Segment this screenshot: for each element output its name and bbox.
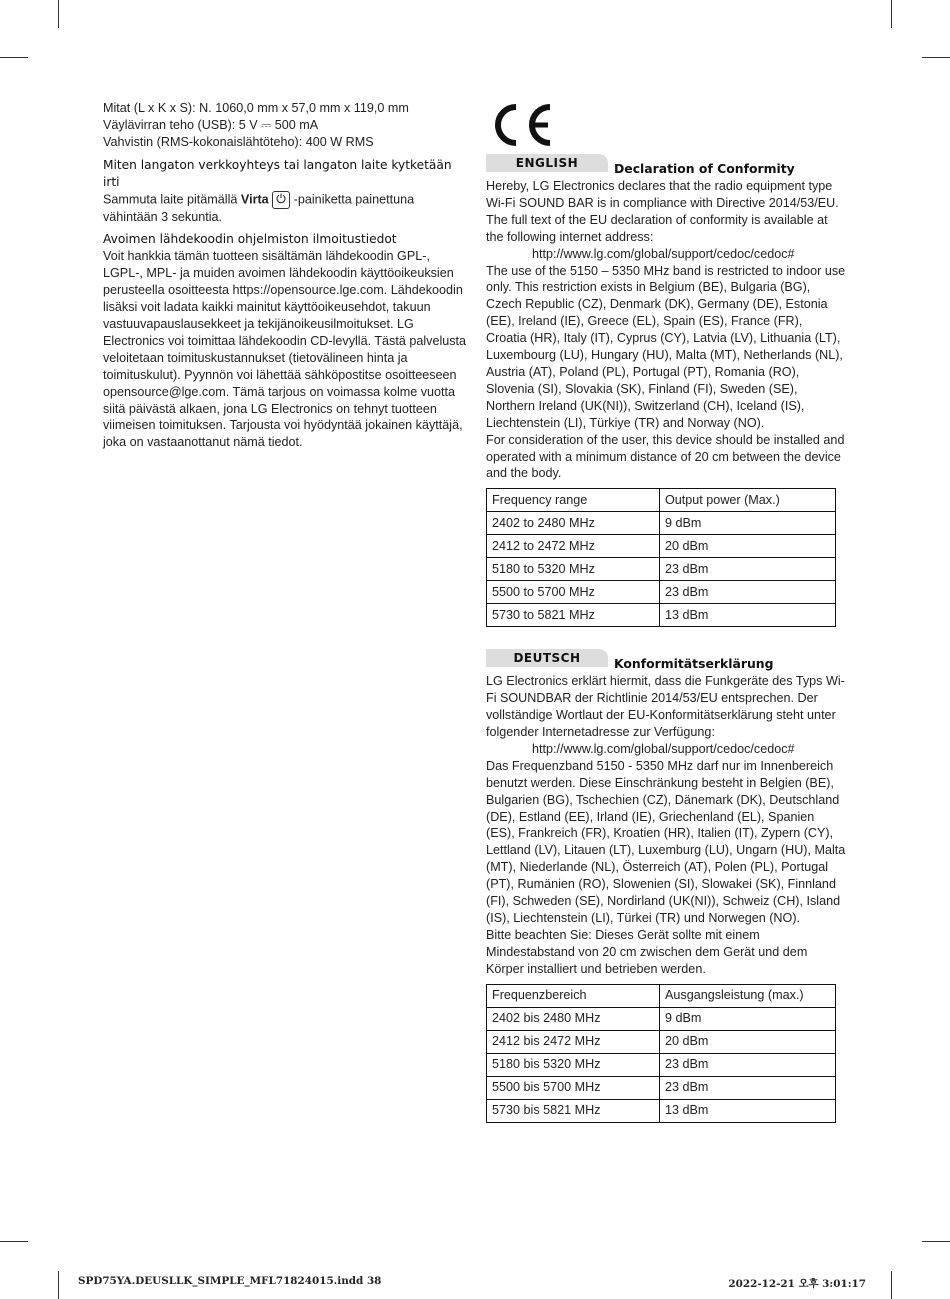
open-source-text: Voit hankkia tämän tuotteen sisältämän lähdekoodin GPL-, LGPL-, MPL- ja muiden avoimen lähdekoodin käyttöoikeuksien perusteella osoitteesta https://opensource.lge.com. Lähdekoodin lisäksi voit ladata kaikki mainitut käyttöoikeusehdot, takuun vastuuvapauslausekkeet ja tekijänoikeusilmoitukset. LG Electronics voi toimittaa lähdekoodin CD-levyllä. Tästä palvelusta veloitetaan toimituskustannukset (tietovälineen hinta ja toimituskulut). Pyynnön voi lähettää sähköpostitse osoitteeseen opensource@lge.com. Tämä tarjous on voimassa kolme vuotta siitä päivästä alkaen, jona LG Electronics on tehnyt tuotteen viimeisen toimituksen. Tarjousta voi hyödyntää jokainen käyttäjä, joka on vastaanottanut nämä tiedot.	[103, 249, 467, 450]
table-row	[487, 581, 836, 604]
english-frequency-table	[486, 488, 836, 627]
spec-dimensions: Mitat (L x K x S): N. 1060,0 mm x 57,0 mm x 119,0 mm	[103, 101, 409, 115]
crop-mark	[891, 1271, 892, 1299]
english-header	[486, 154, 846, 177]
table-row	[487, 1099, 836, 1122]
wireless-disconnect-heading: Miten langaton verkkoyhteys tai langaton laite kytketään irti	[103, 157, 452, 189]
spec-usb-power: Väylävirran teho (USB): 5 V ⎓ 500 mA	[103, 117, 319, 132]
wireless-text-before: Sammuta laite pitämällä	[103, 191, 241, 206]
open-source-heading: Avoimen lähdekoodin ohjelmiston ilmoitustiedot	[103, 232, 397, 247]
deutsch-url: http://www.lg.com/global/support/cedoc/cedoc#	[532, 741, 795, 756]
table-cell: 5730 to 5821 MHz	[487, 604, 660, 627]
table-cell: 23 dBm	[660, 558, 836, 581]
table-header-cell: Ausgangsleistung (max.)	[660, 984, 836, 1007]
table-cell: 5500 bis 5700 MHz	[487, 1076, 660, 1099]
table-cell: 2402 bis 2480 MHz	[487, 1007, 660, 1030]
table-cell: 5180 bis 5320 MHz	[487, 1053, 660, 1076]
table-cell: 2412 bis 2472 MHz	[487, 1030, 660, 1053]
footer-timestamp: 2022-12-21 오후 3:01:17	[728, 1278, 866, 1290]
table-cell: 9 dBm	[660, 512, 836, 535]
power-icon	[272, 191, 290, 209]
spec-amplifier: Vahvistin (RMS-kokonaislähtöteho): 400 W RMS	[103, 134, 374, 149]
finnish-column	[103, 100, 468, 451]
crop-mark	[0, 57, 28, 58]
crop-mark	[891, 0, 892, 28]
table-cell: 23 dBm	[660, 1053, 836, 1076]
wireless-disconnect-text	[103, 191, 468, 226]
table-cell: 5500 to 5700 MHz	[487, 581, 660, 604]
deutsch-section	[486, 649, 846, 1122]
table-row	[487, 512, 836, 535]
english-restriction: The use of the 5150 – 5350 MHz band is restricted to indoor use only. This restriction exists in Belgium (BE), Bulgaria (BG), Czech Republic (CZ), Denmark (DK), Germany (DE), Estonia (EE), Ireland (IE), Greece (EL), Spain (ES), France (FR), Croatia (HR), Italy (IT), Cyprus (CY), Latvia (LV), Lithuania (LT), Luxembourg (LU), Hungary (HU), Malta (MT), Netherlands (NL), Austria (AT), Poland (PL), Portugal (PT), Romania (RO), Slovenia (SI), Slovakia (SK), Finland (FI), Sweden (SE), Northern Ireland (UK(NI)), Switzerland (CH), Iceland (IS), Liechtenstein (LI), Türkiye (TR) and Norway (NO).	[486, 263, 846, 430]
english-badge: ENGLISH	[486, 154, 608, 172]
table-header-cell: Output power (Max.)	[660, 489, 836, 512]
english-distance: For consideration of the user, this device should be installed and operated with a minimum distance of 20 cm between the device and the body.	[486, 432, 845, 481]
crop-mark	[58, 1271, 59, 1299]
crop-mark	[0, 1241, 28, 1242]
table-row	[487, 1053, 836, 1076]
deutsch-intro: LG Electronics erklärt hiermit, dass die Funkgeräte des Typs Wi-Fi SOUNDBAR der Richtlinie 2014/53/EU entsprechen. Der vollständige Wortlaut der EU-Konformitätserklärung steht unter folgender Internetadresse zur Verfügung:	[486, 674, 845, 740]
table-row	[487, 1007, 836, 1030]
deutsch-title: Konformitätserklärung	[614, 656, 774, 672]
deutsch-badge: DEUTSCH	[486, 649, 608, 667]
deutsch-header	[486, 649, 846, 672]
table-cell: 20 dBm	[660, 1030, 836, 1053]
table-header-row	[487, 489, 836, 512]
wireless-text-after: -painiketta painettuna vähintään 3 sekuntia.	[103, 191, 415, 224]
english-intro: Hereby, LG Electronics declares that the radio equipment type Wi-Fi SOUND BAR is in compliance with Directive 2014/53/EU. The full text of the EU declaration of conformity is available at the following internet address:	[486, 179, 839, 244]
table-row	[487, 1076, 836, 1099]
table-cell: 2402 to 2480 MHz	[487, 512, 660, 535]
table-cell: 23 dBm	[660, 581, 836, 604]
table-header-cell: Frequenzbereich	[487, 984, 660, 1007]
table-cell: 5730 bis 5821 MHz	[487, 1099, 660, 1122]
crop-mark	[922, 1241, 950, 1242]
table-cell: 13 dBm	[660, 604, 836, 627]
table-row	[487, 1030, 836, 1053]
table-cell: 9 dBm	[660, 1007, 836, 1030]
english-url: http://www.lg.com/global/support/cedoc/cedoc#	[532, 246, 795, 261]
power-button-label: Virta	[240, 191, 269, 206]
table-cell: 13 dBm	[660, 1099, 836, 1122]
deutsch-distance: Bitte beachten Sie: Dieses Gerät sollte mit einem Mindestabstand von 20 cm zwischen dem Gerät und dem Körper installiert und betrieben werden.	[486, 927, 808, 976]
deutsch-restriction: Das Frequenzband 5150 - 5350 MHz darf nur im Innenbereich benutzt werden. Diese Einschränkung besteht in Belgien (BE), Bulgarien (BG), Tschechien (CZ), Dänemark (DK), Deutschland (DE), Estland (EE), Irland (IE), Griechenland (EL), Spanien (ES), Frankreich (FR), Kroatien (HR), Italien (IT), Zypern (CY), Lettland (LV), Litauen (LT), Luxemburg (LU), Ungarn (HU), Malta (MT), Niederlande (NL), Österreich (AT), Polen (PL), Portugal (PT), Rumänien (RO), Slowenien (SI), Slowakei (SK), Finnland (FI), Schweden (SE), Nordirland (UK(NI)), Schweiz (CH), Island (IS), Liechtenstein (LI), Türkei (TR) und Norwegen (NO).	[486, 758, 846, 925]
english-title: Declaration of Conformity	[614, 161, 795, 177]
table-header-cell: Frequency range	[487, 489, 660, 512]
table-cell: 23 dBm	[660, 1076, 836, 1099]
crop-mark	[58, 0, 59, 28]
footer-filename: SPD75YA.DEUSLLK_SIMPLE_MFL71824015.indd 38	[78, 1275, 382, 1287]
ce-mark-icon	[488, 100, 556, 150]
conformity-column	[486, 100, 846, 1123]
table-row	[487, 558, 836, 581]
table-row	[487, 535, 836, 558]
deutsch-frequency-table	[486, 984, 836, 1123]
table-cell: 5180 to 5320 MHz	[487, 558, 660, 581]
table-cell: 20 dBm	[660, 535, 836, 558]
table-header-row	[487, 984, 836, 1007]
table-row	[487, 604, 836, 627]
table-cell: 2412 to 2472 MHz	[487, 535, 660, 558]
crop-mark	[922, 57, 950, 58]
